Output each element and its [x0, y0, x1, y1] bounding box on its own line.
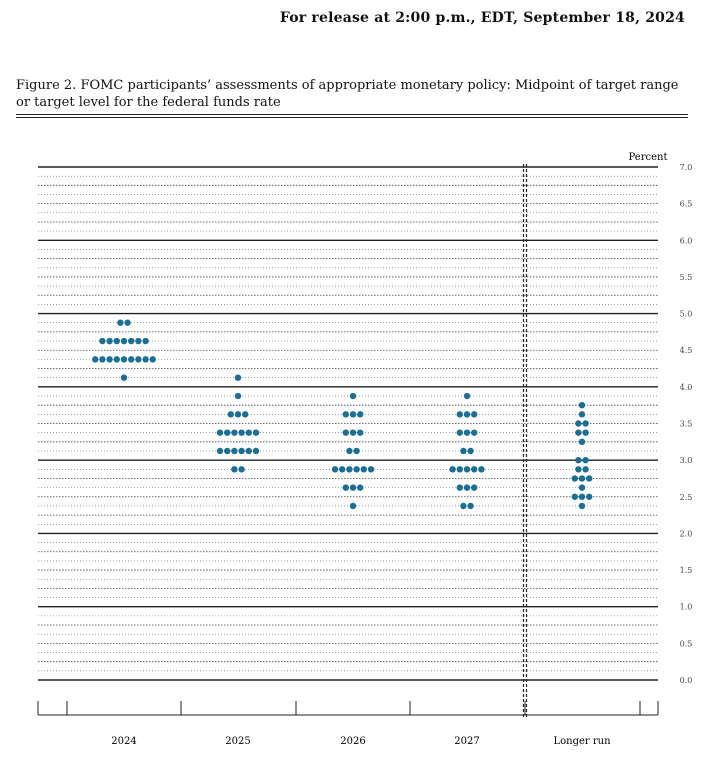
- dot-point: [464, 411, 470, 417]
- dot-point: [238, 448, 244, 454]
- dot-point: [572, 475, 578, 481]
- dot-point: [128, 356, 134, 362]
- figure-caption: Figure 2. FOMC participants’ assessments of appropriate monetary policy: Midpoint of target range or target level for the federal funds rate: [16, 78, 679, 110]
- dot-point: [579, 484, 585, 490]
- y-tick-label: 6.0: [679, 236, 693, 246]
- dot-point: [235, 393, 241, 399]
- dot-point: [449, 466, 455, 472]
- y-axis-label: Percent: [628, 152, 668, 163]
- dot-point: [224, 448, 230, 454]
- dot-point: [99, 356, 105, 362]
- y-tick-label: 2.5: [679, 492, 693, 502]
- dot-point: [106, 338, 112, 344]
- dot-point: [346, 448, 352, 454]
- y-tick-label: 6.5: [679, 199, 693, 209]
- dot-point: [464, 466, 470, 472]
- dot-point: [99, 338, 105, 344]
- dot-point: [582, 457, 588, 463]
- dot-point: [238, 466, 244, 472]
- x-tick-label: Longer run: [553, 736, 611, 747]
- dot-point: [142, 356, 148, 362]
- dot-point: [457, 466, 463, 472]
- dot-point: [150, 356, 156, 362]
- release-date: For release at 2:00 p.m., EDT, September 18, 2024: [279, 10, 685, 26]
- dot-point: [121, 356, 127, 362]
- y-tick-label: 0.5: [679, 639, 693, 649]
- dot-point: [579, 411, 585, 417]
- dot-point: [228, 411, 234, 417]
- dot-point: [457, 484, 463, 490]
- dot-point: [114, 338, 120, 344]
- dot-point: [464, 484, 470, 490]
- dot-point: [357, 429, 363, 435]
- dot-point: [106, 356, 112, 362]
- dot-point: [460, 503, 466, 509]
- dot-point: [339, 466, 345, 472]
- y-tick-label: 4.0: [679, 382, 693, 392]
- y-tick-label: 4.5: [679, 346, 693, 356]
- dot-point: [350, 503, 356, 509]
- caption-rule-bottom: [16, 117, 688, 118]
- x-tick-label: 2025: [225, 736, 251, 747]
- dot-point: [471, 484, 477, 490]
- dot-point: [579, 475, 585, 481]
- dot-point: [242, 411, 248, 417]
- dot-point: [253, 448, 259, 454]
- dot-point: [124, 320, 130, 326]
- dot-point: [350, 393, 356, 399]
- dot-point: [471, 429, 477, 435]
- dot-point: [114, 356, 120, 362]
- y-tick-label: 5.0: [679, 309, 693, 319]
- dot-point: [231, 466, 237, 472]
- dot-point: [586, 494, 592, 500]
- dot-point: [135, 356, 141, 362]
- dot-point: [350, 411, 356, 417]
- dot-point: [343, 484, 349, 490]
- dot-point: [575, 429, 581, 435]
- y-tick-label: 3.0: [679, 456, 693, 466]
- dot-point: [457, 429, 463, 435]
- dot-point: [235, 374, 241, 380]
- dot-point: [92, 356, 98, 362]
- y-tick-label: 2.0: [679, 529, 693, 539]
- dot-point: [467, 448, 473, 454]
- dot-point: [582, 420, 588, 426]
- dot-point: [253, 429, 259, 435]
- dot-point: [586, 475, 592, 481]
- dot-point: [350, 429, 356, 435]
- caption-rule-top: [16, 114, 688, 115]
- dot-point: [575, 457, 581, 463]
- x-tick-label: 2024: [111, 736, 137, 747]
- dot-point: [575, 420, 581, 426]
- dot-point: [238, 429, 244, 435]
- y-tick-label: 1.5: [679, 566, 693, 576]
- dot-point: [368, 466, 374, 472]
- dot-point: [357, 484, 363, 490]
- dot-point: [246, 448, 252, 454]
- dot-point: [457, 411, 463, 417]
- dot-point: [460, 448, 466, 454]
- dot-point: [361, 466, 367, 472]
- dot-point: [579, 439, 585, 445]
- y-tick-label: 5.5: [679, 272, 693, 282]
- dot-point: [357, 411, 363, 417]
- dot-point: [464, 429, 470, 435]
- dot-point: [121, 338, 127, 344]
- dot-point: [135, 338, 141, 344]
- dot-point: [471, 411, 477, 417]
- dot-point: [350, 484, 356, 490]
- dot-point: [217, 429, 223, 435]
- dot-point: [353, 448, 359, 454]
- dot-point: [575, 466, 581, 472]
- dot-point: [353, 466, 359, 472]
- dot-point: [128, 338, 134, 344]
- dot-point: [582, 466, 588, 472]
- y-tick-label: 1.0: [679, 602, 693, 612]
- dot-point: [117, 320, 123, 326]
- dot-point: [142, 338, 148, 344]
- dot-point: [121, 374, 127, 380]
- dot-point: [582, 429, 588, 435]
- dot-point: [231, 448, 237, 454]
- y-tick-label: 7.0: [679, 163, 693, 172]
- y-tick-label: 3.5: [679, 419, 693, 429]
- dot-point: [471, 466, 477, 472]
- dot-point: [478, 466, 484, 472]
- dot-point: [579, 503, 585, 509]
- dot-point: [235, 411, 241, 417]
- dot-point: [467, 503, 473, 509]
- dot-point: [343, 411, 349, 417]
- dot-point: [224, 429, 230, 435]
- dot-point: [343, 429, 349, 435]
- dot-point: [246, 429, 252, 435]
- dot-point: [464, 393, 470, 399]
- dot-point: [572, 494, 578, 500]
- dot-point: [579, 494, 585, 500]
- dot-point: [346, 466, 352, 472]
- dot-point: [217, 448, 223, 454]
- dot-point: [231, 429, 237, 435]
- x-tick-label: 2026: [340, 736, 366, 747]
- y-tick-label: 0.0: [679, 676, 693, 685]
- dot-plot-chart: [0, 140, 710, 766]
- dot-point: [332, 466, 338, 472]
- x-tick-label: 2027: [454, 736, 480, 747]
- dot-point: [579, 402, 585, 408]
